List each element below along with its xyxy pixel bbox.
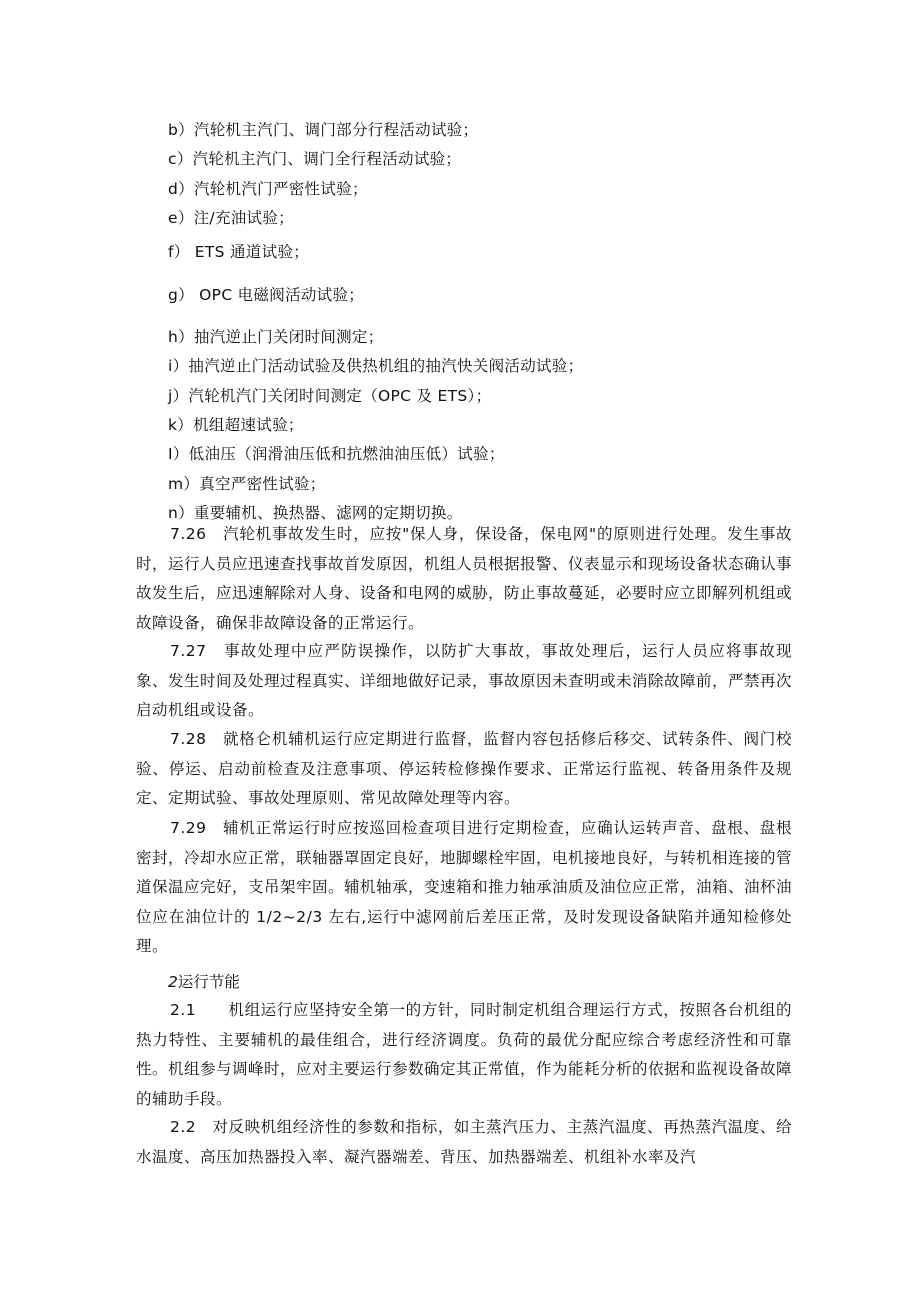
paragraph-7-29: 7.29 辅机正常运行时应按巡回检查项目进行定期检查，应确认运转声音、盘根、盘根密封，冷却水应正常，联轴器罩固定良好，地脚螺栓牢固，电机接地良好，与转机相连接的管道保温应完好，支吊架牢固。辅机轴承，变速箱和推力轴承油质及油位应正常，油箱、油杯油位应在油位计的 1/2~2/3 左右,运行中滤网前后差压正常，及时发现设备缺陷并通知检修处理。	[136, 819, 793, 955]
list-item-b: b）汽轮机主汽门、调门部分行程活动试验；	[168, 121, 479, 139]
list-item-n: n）重要辅机、换热器、滤网的定期切换。	[168, 504, 463, 522]
paragraph-7-28: 7.28 就格仑机辅机运行应定期进行监督，监督内容包括修后移交、试转条件、阀门校验、停运、启动前检查及注意事项、停运转检修操作要求、正常运行监视、转备用条件及规定、定期试验、事故处理原则、常见故障处理等内容。	[136, 730, 792, 807]
list-item-g: g） OPC 电磁阀活动试验；	[168, 286, 365, 304]
section-title: 运行节能	[177, 973, 240, 991]
list-item-d: d）汽轮机汽门严密性试验；	[168, 180, 368, 198]
list-item-e: e）注/充油试验；	[168, 209, 294, 227]
section-heading	[168, 971, 240, 993]
list-item-i: i）抽汽逆止门活动试验及供热机组的抽汽快关阀活动试验；	[168, 357, 584, 375]
list-item-h: h）抽汽逆止门关闭时间测定；	[168, 328, 384, 346]
list-item-l: I）低油压（润滑油压低和抗燃油油压低）试验；	[168, 445, 505, 463]
list-item-c: c）汽轮机主汽门、调门全行程活动试验；	[168, 150, 462, 168]
paragraph-2-2: 2.2 对反映机组经济性的参数和指标，如主蒸汽压力、主蒸汽温度、再热蒸汽温度、给水温度、高压加热器投入率、凝汽器端差、背压、加热器端差、机组补水率及汽	[136, 1118, 792, 1166]
paragraph-7-26: 7.26 汽轮机事故发生时，应按"保人身，保设备，保电网"的原则进行处理。发生事故时，运行人员应迅速查找事故首发原因，机组人员根据报警、仪表显示和现场设备状态确认事故发生后，应迅速解除对人身、设备和电网的威胁，防止事故蔓延，必要时应立即解列机组或故障设备，确保非故障设备的正常运行。	[136, 525, 793, 632]
paragraph-7-27: 7.27 事故处理中应严防误操作，以防扩大事故，事故处理后，运行人员应将事故现象、发生时间及处理过程真实、详细地做好记录，事故原因未查明或未消除故障前，严禁再次启动机组或设备。	[136, 642, 793, 719]
section-number: 2	[168, 973, 178, 991]
list-item-k: k）机组超速试验；	[168, 416, 304, 434]
paragraph-2-1: 2.1 机组运行应坚持安全第一的方针，同时制定机组合理运行方式，按照各台机组的热力特性、主要辅机的最佳组合，进行经济调度。负荷的最优分配应综合考虑经济性和可靠性。机组参与调峰时，应对主要运行参数确定其正常值，作为能耗分析的依据和监视设备故障的辅助手段。	[136, 1001, 793, 1108]
list-item-f: f） ETS 通道试验；	[168, 243, 310, 261]
list-item-j: j）汽轮机汽门关闭时间测定（OPC 及 ETS）；	[168, 387, 492, 405]
list-item-m: m）真空严密性试验；	[168, 475, 326, 493]
